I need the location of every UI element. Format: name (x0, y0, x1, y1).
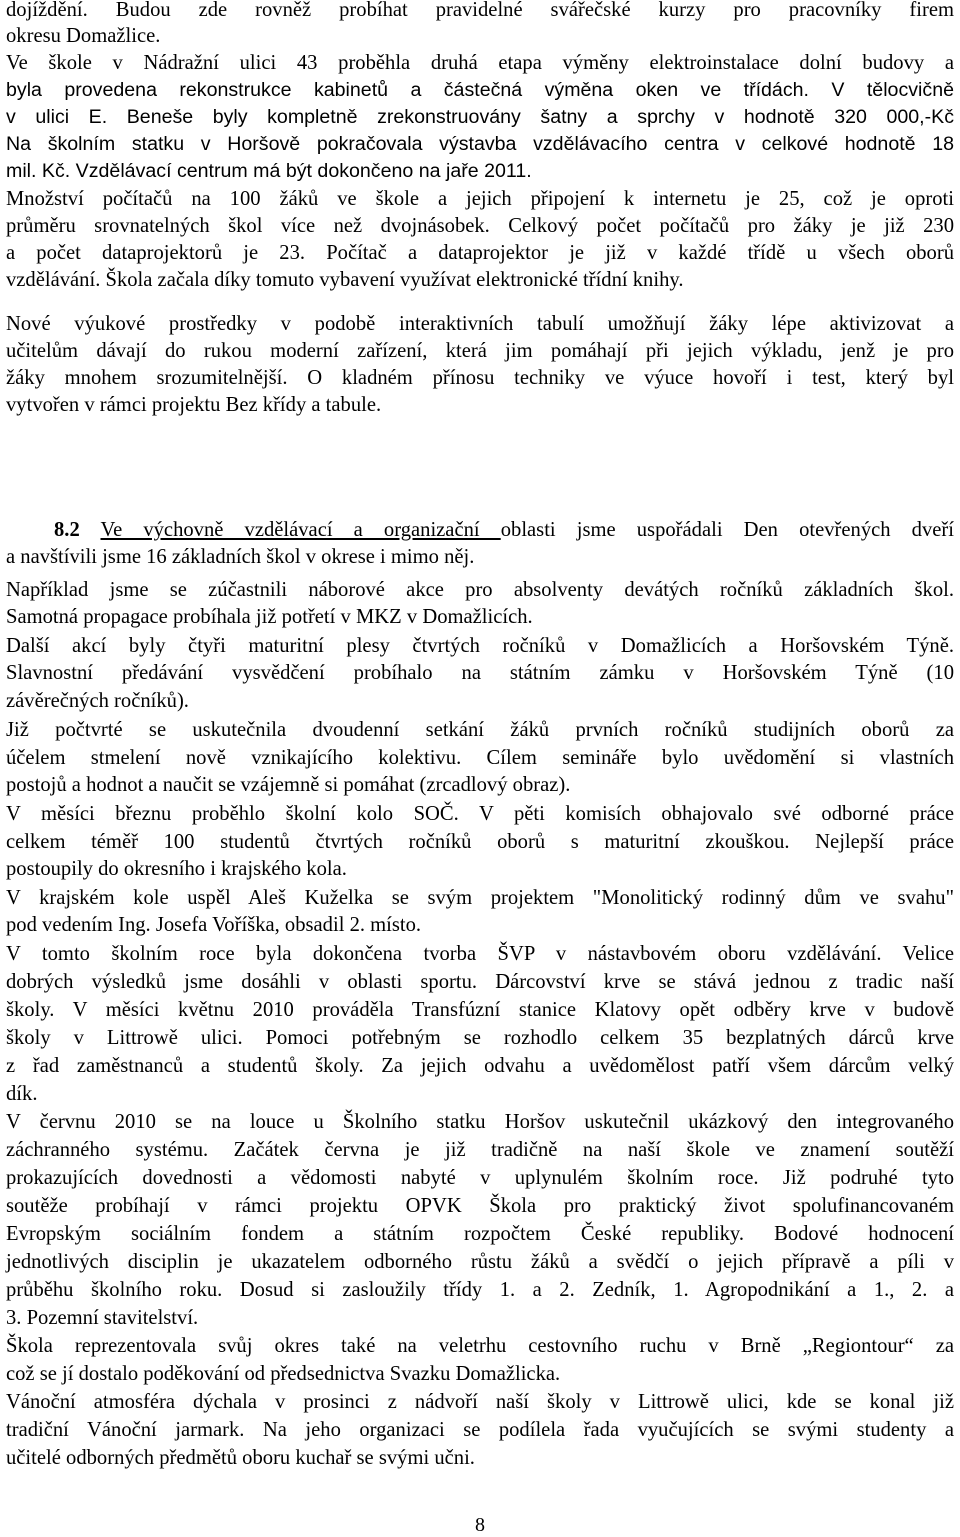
text-line: prokazujících dovednosti a vědomosti nabyté v uplynulém školním roce. Již podruhé tyto (6, 1167, 954, 1189)
text-line: dobrých výsledků jsme dosáhli v oblasti sportu. Dárcovství krve se stává jednou z tradic naší (6, 971, 954, 993)
section-heading-line (54, 517, 954, 543)
text-line: Škola reprezentovala svůj okres také na veletrhu cestovního ruchu v Brně „Regiontour“ za (6, 1335, 954, 1357)
text-line: a počet dataprojektorů je 23. Počítač a dataprojektor je již v každé třídě u všech oborů (6, 242, 954, 264)
text-line: žáky mnohem srozumitelnější. O kladném přínosu techniky ve výuce hovoří i test, který byl (6, 367, 954, 389)
text-line: učitelům dávají do rukou moderní zařízení, která jim pomáhají při jejich výkladu, jenž je pro (6, 340, 954, 362)
text-line: v ulici E. Beneše byly kompletně zrekonstruovány šatny a sprchy v hodnotě 320 000,-Kč (6, 106, 954, 128)
text-line: Například jsme se zúčastnili náborové akce pro absolventy devátých ročníků základních škol. (6, 579, 954, 601)
text-line: Množství počítačů na 100 žáků ve škole a jejich připojení k internetu je 25, což je oproti (6, 188, 954, 210)
text-line: celkem téměř 100 studentů čtvrtých ročníků oborů s maturitní zkouškou. Nejlepší práce (6, 831, 954, 853)
text-line: vytvořen v rámci projektu Bez křídy a tabule. (6, 394, 382, 416)
text-line: průběhu školního roku. Dosud si zasloužily třídy 1. a 2. Zedník, 1. Agropodnikání a 1., 2. a (6, 1279, 954, 1301)
text-line: účelem stmelení nově vznikajícího kolektivu. Cílem semináře bylo uvědomění si vlastních (6, 747, 954, 769)
text-line: Ve škole v Nádražní ulici 43 proběhla druhá etapa výměny elektroinstalace dolní budovy a (6, 52, 954, 74)
text-line: dojíždění. Budou zde rovněž probíhat pravidelné svářečské kurzy pro pracovníky firem (6, 0, 954, 21)
text-line: postojů a hodnot a naučit se vzájemně si pomáhat (zrcadlový obraz). (6, 774, 571, 796)
section-heading: Ve výchovně vzdělávací a organizační (100, 519, 501, 541)
text-line: školy. V měsíci květnu 2010 prováděla Transfúzní stanice Klatovy opět odběry krve v budově (6, 999, 954, 1021)
text-line: z řad zaměstnanců a studentů školy. Za jejich odvahu a uvědomělost patří všem dárcům velký (6, 1055, 954, 1077)
text-line: závěrečných ročníků). (6, 690, 189, 712)
text-line: školy v Littrowě ulici. Pomoci potřebným se rozhodlo celkem 35 bezplatných dárců krve (6, 1027, 954, 1049)
text-line: 3. Pozemní stavitelství. (6, 1307, 199, 1329)
text-line: Samotná propagace probíhala již potřetí v MKZ v Domažlicích. (6, 606, 533, 628)
text-line: průměru srovnatelných škol více než dvojnásobek. Celkový počet počítačů pro žáky je již 230 (6, 215, 954, 237)
page-number: 8 (475, 1514, 485, 1536)
text-line: mil. Kč. Vzdělávací centrum má být dokončeno na jaře 2011. (6, 160, 532, 182)
text-line: dík. (6, 1083, 38, 1105)
text-line: Evropským sociálním fondem a státním rozpočtem České republiky. Bodové hodnocení (6, 1223, 954, 1245)
text-line: postoupily do okresního i krajského kola. (6, 858, 347, 880)
text-line: V měsíci březnu proběhlo školní kolo SOČ. V pěti komisích obhajovalo své odborné práce (6, 803, 954, 825)
text-line: což se jí dostalo poděkování od předsednictva Svazku Domažlicka. (6, 1363, 561, 1385)
text-line: soutěže probíhají v rámci projektu OPVK Škola pro praktický život spolufinancovaném (6, 1195, 954, 1217)
text-line: Na školním statku v Horšově pokračovala výstavba vzdělávacího centra v celkové hodnotě 18 (6, 133, 954, 155)
text-span: oblasti jsme uspořádali Den otevřených dveří (500, 519, 954, 541)
text-line: okresu Domažlice. (6, 25, 161, 47)
text-line: Již počtvrté se uskutečnila dvoudenní setkání žáků prvních ročníků studijních oborů za (6, 719, 954, 741)
text-line: Další akcí byly čtyři maturitní plesy čtvrtých ročníků v Domažlicích a Horšovském Týně. (6, 635, 954, 657)
text-line: pod vedením Ing. Josefa Voříška, obsadil 2. místo. (6, 914, 422, 936)
text-line: a navštívili jsme 16 základních škol v okrese i mimo něj. (6, 546, 475, 568)
text-line: tradiční Vánoční jarmark. Na jeho organizaci se podílela řada vyučujících se svými studenty a (6, 1419, 954, 1441)
text-line: záchranného systému. Začátek června je již tradičně na naší škole ve znamení soutěží (6, 1139, 954, 1161)
text-line: V tomto školním roce byla dokončena tvorba ŠVP v nástavbovém oboru vzdělávání. Velice (6, 943, 954, 965)
text-line: Slavnostní předávání vysvědčení probíhalo na státním zámku v Horšovském Týně (10 (6, 662, 954, 684)
text-line: byla provedena rekonstrukce kabinetů a částečná výměna oken ve třídách. V tělocvičně (6, 79, 954, 101)
text-line: V červnu 2010 se na louce u Školního statku Horšov uskutečnil ukázkový den integrovaného (6, 1111, 954, 1133)
text-line: Nové výukové prostředky v podobě interaktivních tabulí umožňují žáky lépe aktivizovat a (6, 313, 954, 335)
text-line: učitelé odborných předmětů oboru kuchař se svými učni. (6, 1447, 475, 1469)
text-line: V krajském kole uspěl Aleš Kuželka se svým projektem "Monolitický rodinný dům ve svahu" (6, 887, 954, 909)
section-number: 8.2 (54, 519, 80, 541)
text-line: Vánoční atmosféra dýchala v prosinci z nádvoří naší školy v Littrowě ulici, kde se konal již (6, 1391, 954, 1413)
text-line: jednotlivých disciplin je ukazatelem odborného růstu žáků a svědčí o jejich přípravě a píli v (6, 1251, 954, 1273)
text-line: vzdělávání. Škola začala díky tomuto vybavení využívat elektronické třídní knihy. (6, 269, 684, 291)
